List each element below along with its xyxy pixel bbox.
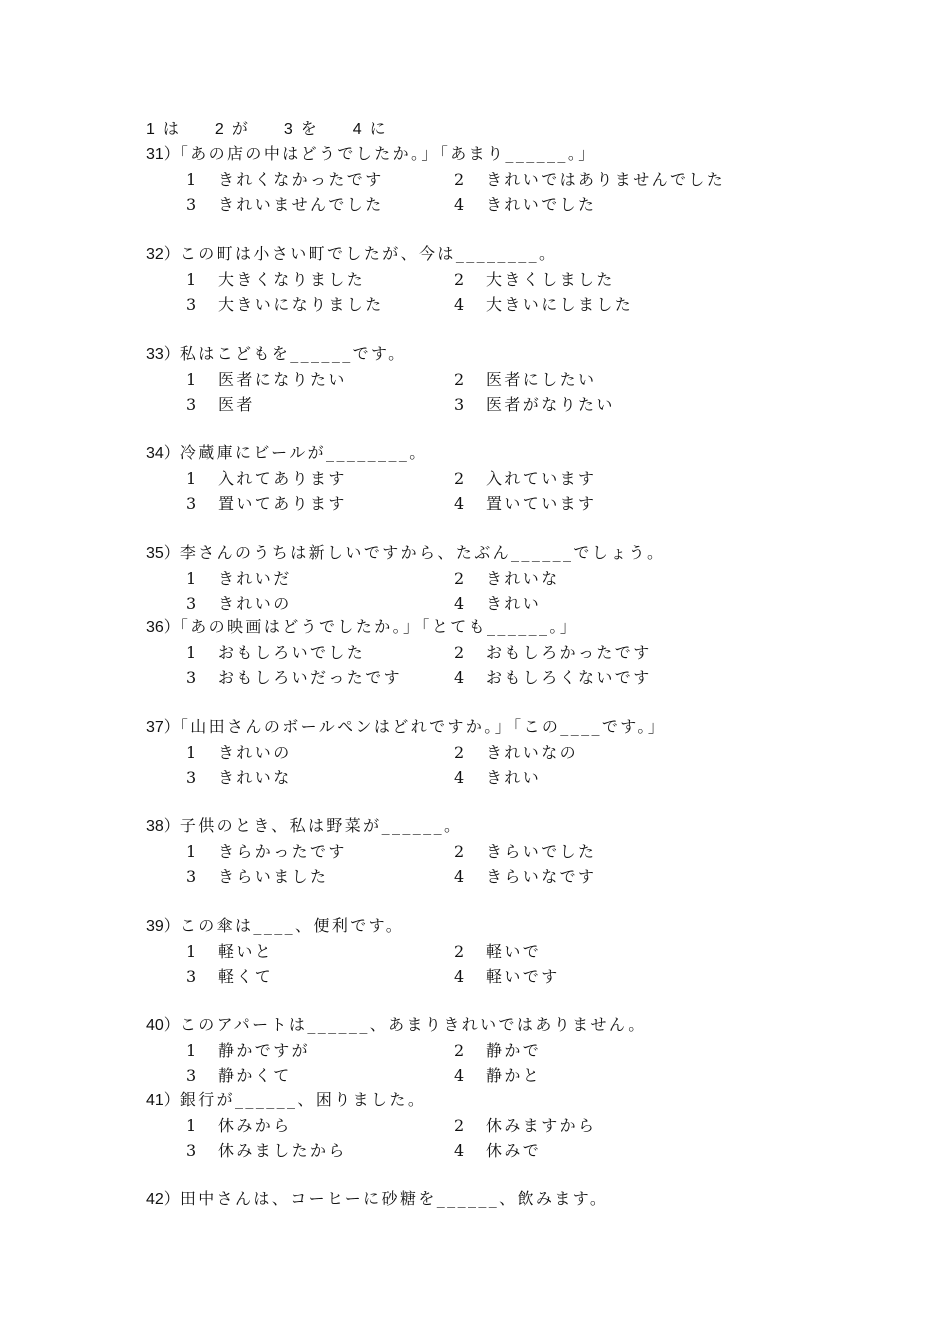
option-number: 4 xyxy=(454,1066,467,1085)
question-number: 38） xyxy=(146,818,180,835)
answer-options xyxy=(186,367,754,417)
answer-option xyxy=(186,392,454,417)
answer-option xyxy=(454,640,754,665)
header-choice xyxy=(284,116,319,139)
question-number: 32） xyxy=(146,246,180,263)
option-text: 大きいにしました xyxy=(486,295,634,314)
answer-option xyxy=(186,591,454,616)
option-text: きれいの xyxy=(218,594,292,613)
question-block xyxy=(146,1087,754,1163)
answer-option xyxy=(454,292,754,317)
question-stem xyxy=(146,1087,754,1113)
option-number: 2 xyxy=(454,842,467,861)
answer-option xyxy=(186,665,454,690)
option-number: 1 xyxy=(186,942,199,961)
option-text: 休みましたから xyxy=(218,1141,347,1160)
answer-option xyxy=(454,192,754,217)
question-text: 「あの映画はどうでしたか。」「とても______。」 xyxy=(179,617,579,636)
option-text: 軽いで xyxy=(486,942,542,961)
option-number: 2 xyxy=(454,743,467,762)
option-number: 2 xyxy=(454,643,467,662)
header-choice xyxy=(353,116,388,139)
option-number: 2 xyxy=(454,569,467,588)
option-number: 2 xyxy=(454,270,467,289)
option-text: きれい xyxy=(486,594,542,613)
answer-options xyxy=(186,740,754,790)
option-text: 軽くて xyxy=(218,967,274,986)
option-number: 1 xyxy=(186,469,199,488)
option-text: きらいでした xyxy=(486,842,597,861)
header-choice-number: 2 xyxy=(214,121,226,138)
question-text: 李さんのうちは新しいですから、たぶん______でしょう。 xyxy=(179,543,666,562)
question-stem xyxy=(146,1012,754,1038)
answer-options xyxy=(186,939,754,989)
question-block xyxy=(146,913,754,989)
answer-options xyxy=(186,267,754,317)
header-choice-particle: は xyxy=(162,119,181,138)
answer-option xyxy=(454,740,754,765)
option-text: 医者になりたい xyxy=(218,370,347,389)
option-number: 3 xyxy=(186,195,199,214)
answer-option xyxy=(454,1113,754,1138)
option-number: 4 xyxy=(454,494,467,513)
option-number: 1 xyxy=(186,170,199,189)
option-number: 3 xyxy=(186,668,199,687)
option-text: 静かですが xyxy=(218,1041,311,1060)
header-choice-particle: に xyxy=(369,119,388,138)
option-number: 4 xyxy=(454,594,467,613)
answer-option xyxy=(186,765,454,790)
question-stem xyxy=(146,341,754,367)
header-choice xyxy=(215,116,250,139)
option-text: 入れています xyxy=(486,469,597,488)
option-text: きれいの xyxy=(218,743,292,762)
option-number: 3 xyxy=(186,395,199,414)
header-choice-particle: を xyxy=(300,119,319,138)
header-choice-number: 3 xyxy=(283,121,295,138)
option-number: 4 xyxy=(454,967,467,986)
option-number: 1 xyxy=(186,370,199,389)
header-choice xyxy=(146,116,181,139)
option-number: 1 xyxy=(186,1041,199,1060)
question-text: 冷蔵庫にビールが________。 xyxy=(179,443,428,462)
question-stem xyxy=(146,614,754,640)
option-text: 静かで xyxy=(486,1041,542,1060)
question-block xyxy=(146,714,754,790)
answer-option xyxy=(454,864,754,889)
answer-option xyxy=(186,167,454,192)
answer-option xyxy=(186,1063,454,1088)
header-choice-particle: が xyxy=(231,119,250,138)
option-number: 2 xyxy=(454,1116,467,1135)
option-text: 静かと xyxy=(486,1066,542,1085)
question-text: 子供のとき、私は野菜が______。 xyxy=(179,816,463,835)
answer-option xyxy=(186,640,454,665)
option-text: 医者 xyxy=(218,395,255,414)
answer-option xyxy=(186,566,454,591)
option-text: 大きくなりました xyxy=(218,270,366,289)
option-number: 3 xyxy=(186,1066,199,1085)
option-number: 2 xyxy=(454,170,467,189)
question-stem xyxy=(146,241,754,267)
answer-options xyxy=(186,566,754,616)
question-text: 「あの店の中はどうでしたか。」「あまり______。」 xyxy=(179,144,597,163)
option-text: きれいな xyxy=(486,569,560,588)
header-choice-number: 4 xyxy=(352,121,364,138)
option-number: 2 xyxy=(454,469,467,488)
option-text: きれくなかったです xyxy=(218,170,384,189)
option-text: 大きいになりました xyxy=(218,295,384,314)
question-number: 42） xyxy=(146,1191,180,1208)
answer-option xyxy=(186,939,454,964)
answer-option xyxy=(454,1038,754,1063)
question-block xyxy=(146,341,754,417)
option-text: 医者にしたい xyxy=(486,370,597,389)
answer-option xyxy=(186,1138,454,1163)
question-text: このアパートは______、あまりきれいではありません。 xyxy=(179,1015,647,1034)
question-number: 40） xyxy=(146,1017,180,1034)
option-number: 3 xyxy=(186,295,199,314)
option-text: きれい xyxy=(486,768,542,787)
question-block xyxy=(146,540,754,616)
answer-option xyxy=(186,192,454,217)
question-block xyxy=(146,1186,608,1212)
question-number: 33） xyxy=(146,346,180,363)
option-text: 軽いと xyxy=(218,942,274,961)
question-block xyxy=(146,1012,754,1088)
question-block xyxy=(146,440,754,516)
answer-option xyxy=(454,964,754,989)
answer-option xyxy=(186,367,454,392)
answer-option xyxy=(186,491,454,516)
option-number: 2 xyxy=(454,370,467,389)
option-number: 3 xyxy=(186,594,199,613)
question-stem xyxy=(146,141,754,167)
option-text: きらいました xyxy=(218,867,329,886)
option-number: 3 xyxy=(186,1141,199,1160)
option-text: おもしろいでした xyxy=(218,643,366,662)
option-number: 1 xyxy=(186,743,199,762)
option-number: 4 xyxy=(454,195,467,214)
answer-option xyxy=(186,864,454,889)
question-stem xyxy=(146,540,754,566)
option-text: きれいな xyxy=(218,768,292,787)
answer-option xyxy=(454,466,754,491)
option-number: 3 xyxy=(454,395,467,414)
option-text: 静かくて xyxy=(218,1066,292,1085)
answer-option xyxy=(186,466,454,491)
option-text: 軽いです xyxy=(486,967,560,986)
option-text: おもしろかったです xyxy=(486,643,652,662)
answer-options xyxy=(186,839,754,889)
option-text: 休みから xyxy=(218,1116,292,1135)
answer-options xyxy=(186,167,754,217)
question-text: この傘は____、便利です。 xyxy=(179,916,405,935)
option-text: きれいだ xyxy=(218,569,292,588)
option-number: 1 xyxy=(186,643,199,662)
option-text: きらいなです xyxy=(486,867,597,886)
question-stem xyxy=(146,1186,608,1212)
answer-option xyxy=(186,292,454,317)
option-text: 休みますから xyxy=(486,1116,597,1135)
option-text: きらかったです xyxy=(218,842,347,861)
answer-option xyxy=(454,665,754,690)
option-number: 3 xyxy=(186,967,199,986)
question-stem xyxy=(146,714,754,740)
header-choice-number: 1 xyxy=(146,121,157,138)
option-number: 3 xyxy=(186,867,199,886)
option-text: きれいでした xyxy=(486,195,597,214)
option-number: 1 xyxy=(186,842,199,861)
answer-option xyxy=(454,392,754,417)
answer-option xyxy=(186,839,454,864)
option-text: 医者がなりたい xyxy=(486,395,615,414)
question-text: 田中さんは、コーヒーに砂糖を______、飲みます。 xyxy=(179,1189,609,1208)
question-text: 私はこどもを______です。 xyxy=(179,344,407,363)
option-text: 大きくしました xyxy=(486,270,615,289)
question-block xyxy=(146,141,754,217)
answer-option xyxy=(454,267,754,292)
option-text: きれいではありませんでした xyxy=(486,170,726,189)
answer-options xyxy=(186,640,754,690)
option-text: きれいませんでした xyxy=(218,195,384,214)
answer-option xyxy=(454,491,754,516)
answer-option xyxy=(454,939,754,964)
answer-options xyxy=(186,1038,754,1088)
option-number: 1 xyxy=(186,1116,199,1135)
option-text: 入れてあります xyxy=(218,469,347,488)
answer-option xyxy=(454,367,754,392)
option-text: おもしろくないです xyxy=(486,668,652,687)
question-block xyxy=(146,614,754,690)
question-number: 36） xyxy=(146,619,180,636)
answer-option xyxy=(454,566,754,591)
question-block xyxy=(146,241,754,317)
option-number: 3 xyxy=(186,768,199,787)
question-stem xyxy=(146,913,754,939)
option-text: 置いています xyxy=(486,494,597,513)
answer-option xyxy=(454,765,754,790)
answer-option xyxy=(454,839,754,864)
question-text: 銀行が______、困りました。 xyxy=(179,1090,427,1109)
option-number: 4 xyxy=(454,867,467,886)
option-number: 2 xyxy=(454,942,467,961)
question-number: 39） xyxy=(146,918,180,935)
option-text: 置いてあります xyxy=(218,494,347,513)
answer-options xyxy=(186,466,754,516)
answer-option xyxy=(186,1038,454,1063)
option-number: 4 xyxy=(454,295,467,314)
option-number: 4 xyxy=(454,1141,467,1160)
question-number: 41） xyxy=(146,1092,180,1109)
answer-option xyxy=(186,964,454,989)
option-number: 1 xyxy=(186,270,199,289)
answer-option xyxy=(454,167,754,192)
answer-options xyxy=(186,1113,754,1163)
question-text: この町は小さい町でしたが、今は________。 xyxy=(179,244,558,263)
particle-choices-header xyxy=(146,116,422,139)
answer-option xyxy=(186,1113,454,1138)
answer-option xyxy=(186,740,454,765)
option-number: 3 xyxy=(186,494,199,513)
option-text: 休みで xyxy=(486,1141,542,1160)
answer-option xyxy=(454,591,754,616)
question-text: 「山田さんのボールペンはどれですか。」「この____です。」 xyxy=(179,717,667,736)
option-text: おもしろいだったです xyxy=(218,668,403,687)
question-number: 35） xyxy=(146,545,180,562)
option-number: 2 xyxy=(454,1041,467,1060)
question-block xyxy=(146,813,754,889)
option-number: 1 xyxy=(186,569,199,588)
option-number: 4 xyxy=(454,668,467,687)
option-text: きれいなの xyxy=(486,743,579,762)
question-number: 34） xyxy=(146,445,180,462)
question-stem xyxy=(146,440,754,466)
option-number: 4 xyxy=(454,768,467,787)
answer-option xyxy=(454,1138,754,1163)
question-stem xyxy=(146,813,754,839)
answer-option xyxy=(186,267,454,292)
question-number: 37） xyxy=(146,719,180,736)
question-number: 31） xyxy=(146,146,180,163)
answer-option xyxy=(454,1063,754,1088)
